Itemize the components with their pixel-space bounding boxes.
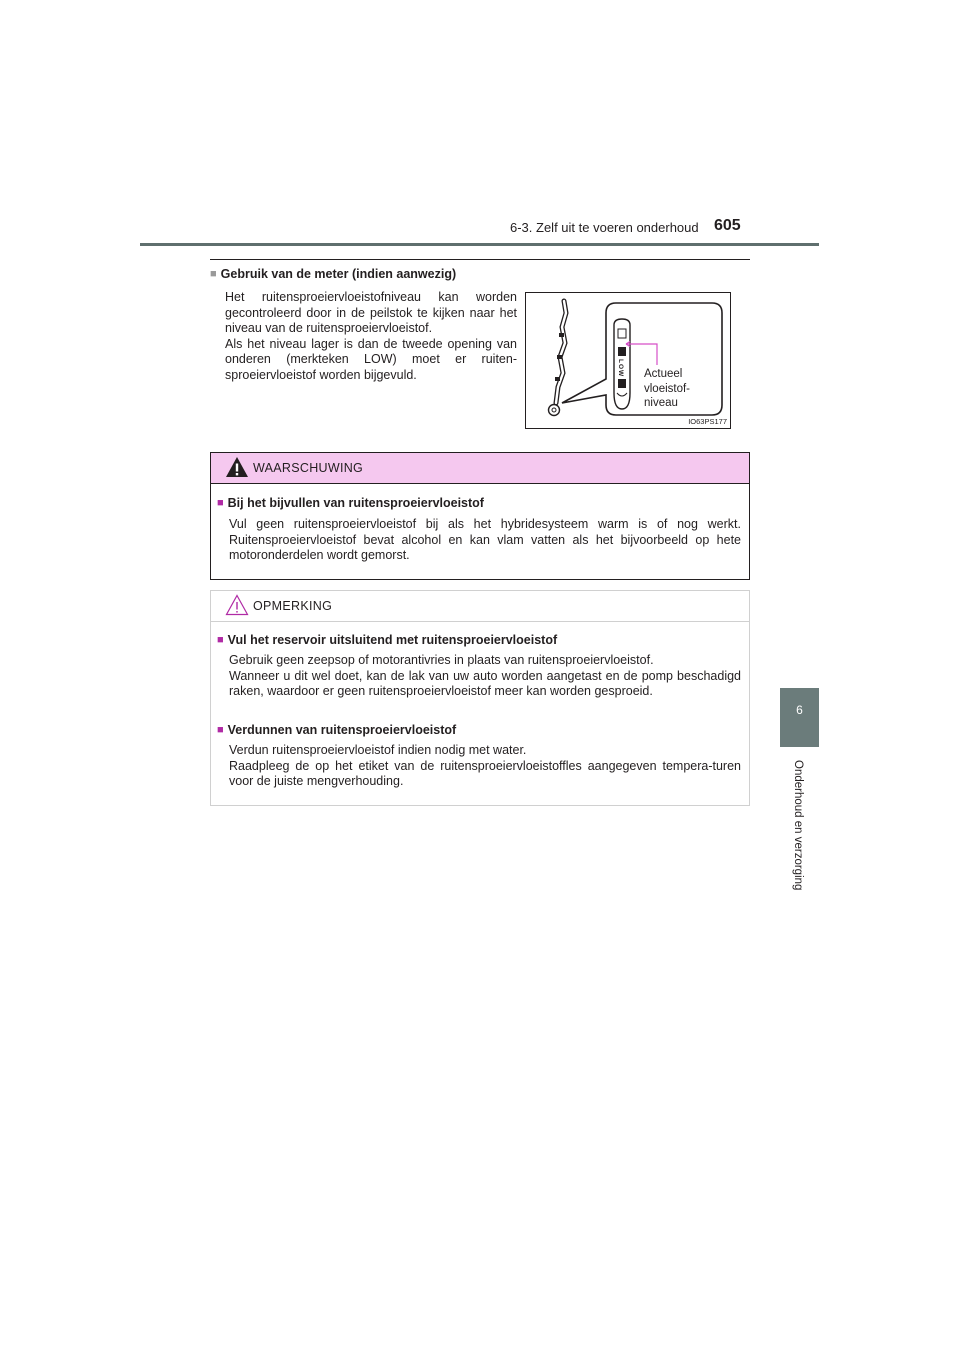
figure-label-line-3: niveau	[644, 397, 678, 409]
page-number: 605	[714, 217, 741, 234]
note-item-1-heading-text: Vul het reservoir uitsluitend met ruitensproeiervloeistof	[227, 633, 558, 647]
note-item-2-heading	[217, 723, 456, 737]
header-rule	[140, 243, 819, 246]
figure-label-line-1: Actueel	[644, 368, 683, 380]
meter-paragraph-2: Als het niveau lager is dan de tweede opening van onderen (merkteken LOW) moet er ruiten-sproeiervloeistof worden bijgevuld.	[225, 336, 517, 382]
warning-title: WAARSCHUWING	[253, 461, 364, 475]
meter-heading-text: Gebruik van de meter (indien aanwezig)	[220, 267, 457, 281]
dipstick-figure	[525, 292, 731, 429]
figure-code: IO63PS177	[688, 417, 727, 426]
note-item-2-text	[229, 743, 741, 790]
warning-box	[210, 452, 750, 580]
warning-paragraph: Vul geen ruitensproeiervloeistof bij als het hybridesysteem warm is of nog werkt. Ruitensproeiervloeistof bevat alcohol en kan vlam vatten als het bijvoorbeeld op hete motoronderdelen wordt gemorst.	[229, 517, 741, 562]
section-rule	[210, 259, 750, 260]
dipstick-illustration	[526, 293, 730, 428]
warning-item-text	[229, 517, 741, 564]
note-box	[210, 590, 750, 806]
square-bullet-icon: ■	[210, 268, 217, 280]
note-item-1-paragraph-2: Wanneer u dit wel doet, kan de lak van uw auto worden aangetast en de pomp beschadigd raken, waardoor er geen ruitensproeiervloeistof meer kan worden gesproeid.	[229, 668, 741, 698]
meter-paragraph-1: Het ruitensproeiervloeistofniveau kan worden gecontroleerd door in de peilstok te kijken naar het niveau van de ruitensproeiervloeistof.	[225, 290, 517, 335]
square-bullet-icon: ■	[217, 497, 224, 509]
note-item-2-paragraph-2: Raadpleeg de op het etiket van de ruitensproeiervloeistoffles aangegeven tempera-turen voor de juiste mengverhouding.	[229, 758, 741, 788]
figure-label-line-2: vloeistof-	[644, 382, 691, 395]
note-header	[211, 591, 749, 622]
chapter-title-vertical	[790, 760, 810, 910]
meter-intro-text	[225, 290, 517, 383]
meter-section-heading	[210, 267, 456, 281]
note-item-1-text	[229, 653, 741, 700]
caution-triangle-icon	[225, 593, 249, 617]
warning-item-heading	[217, 496, 484, 510]
low-marking: LOW	[617, 359, 624, 378]
figure-label	[644, 367, 690, 411]
note-item-2-heading-text: Verdunnen van ruitensproeiervloeistof	[227, 723, 457, 737]
running-header-section: 6-3. Zelf uit te voeren onderhoud	[510, 220, 699, 235]
square-bullet-icon: ■	[217, 634, 224, 646]
note-item-1-heading	[217, 633, 557, 647]
chapter-number: 6	[796, 703, 803, 717]
warning-item-heading-text: Bij het bijvullen van ruitensproeiervloeistof	[227, 496, 484, 510]
chapter-title: Onderhoud en verzorging	[792, 760, 804, 891]
square-bullet-icon: ■	[217, 724, 224, 736]
chapter-tab	[780, 688, 819, 747]
note-item-2-paragraph-1: Verdun ruitensproeiervloeistof indien nodig met water.	[229, 743, 527, 757]
warning-triangle-icon	[225, 455, 249, 479]
note-title: OPMERKING	[253, 599, 333, 613]
warning-header	[211, 453, 749, 484]
note-item-1-paragraph-1: Gebruik geen zeepsop of motorantivries in plaats van ruitensproeiervloeistof.	[229, 653, 654, 667]
